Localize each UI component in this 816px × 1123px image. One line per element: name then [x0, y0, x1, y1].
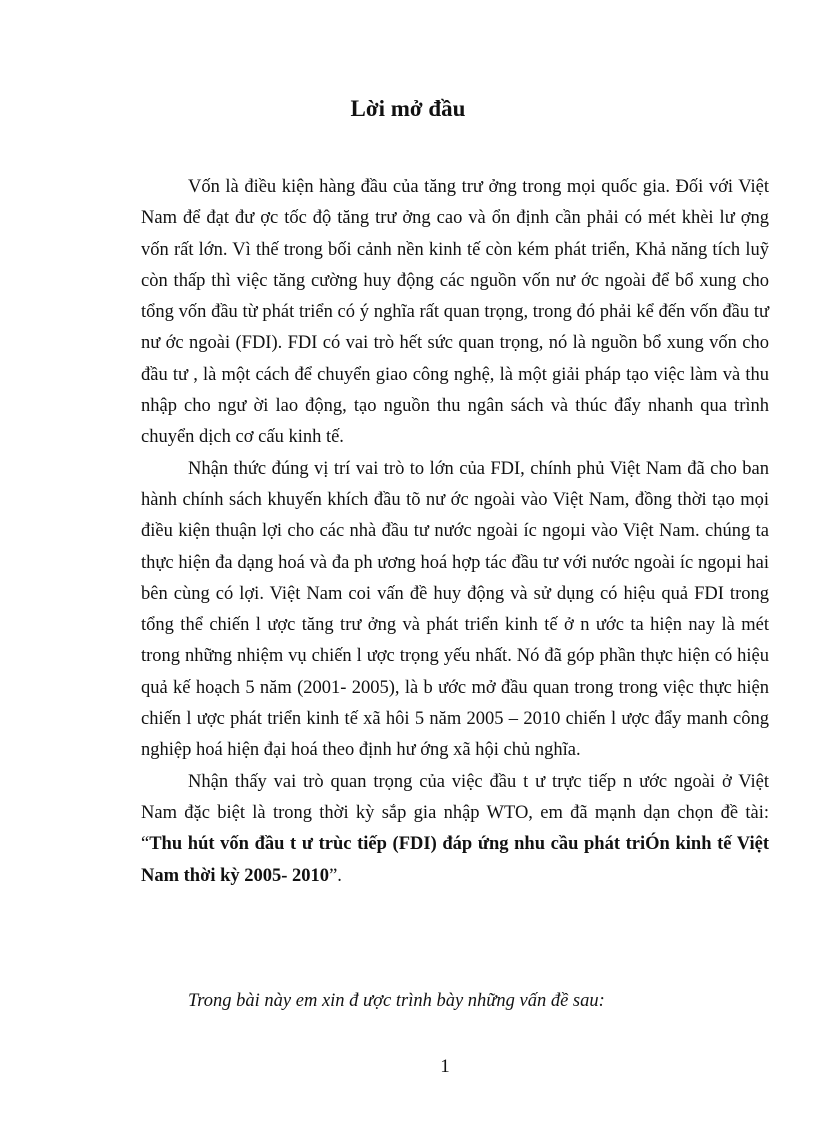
- paragraph-2: Nhận thức đúng vị trí vai trò to lớn của FDI, chính phủ Việt Nam đã cho ban hành chính sách khuyến khích đầu tõ nư ớc ngoài vào Việt Nam, đồng thời tạo mọi điều kiện thuận lợi cho các nhà đầu tư nước ngoài íc ngoµi vào Việt Nam. chúng ta thực hiện đa dạng hoá và đa ph ương hoá hợp tác đầu tư với nước ngoài íc ngoµi hai bên cùng có lợi. Việt Nam coi vấn đề huy động và sử dụng có hiệu quả FDI trong tổng thể chiến l ược tăng trư ởng và phát triển kinh tế ở n ước ta hiện nay là mét trong những nhiệm vụ chiến l ược trọng yếu nhất. Nó đã góp phần thực hiện có hiệu quả kế hoạch 5 năm (2001- 2005), là b ước mở đầu quan trong trong việc thực hiện chiến l ược phát triển kinh tế xã hôi 5 năm 2005 – 2010 chiến l ược đẩy manh công nghiệp hoá hiện đại hoá theo định hư ớng xã hội chủ nghĩa.: [141, 458, 769, 761]
- body-text: [141, 172, 769, 892]
- intro-line: Trong bài này em xin đ ược trình bày những vấn đề sau:: [188, 991, 605, 1011]
- paragraph-3: [141, 767, 769, 892]
- thesis-topic: Thu hút vốn đầu t ư trùc tiếp (FDI) đáp ứng nhu cầu phát triÓn kinh tế Việt Nam thời kỳ 2005- 2010: [141, 834, 769, 886]
- paragraph-3-tail: ”.: [329, 865, 342, 886]
- page-number: 1: [440, 1056, 450, 1077]
- page-title: Lời mở đầu: [350, 96, 466, 121]
- paragraph-3-lead: Nhận thấy vai trò quan trọng của việc đầu t ư trực tiếp n ước ngoài ở Việt Nam đặc biệt là trong thời kỳ sắp gia nhập WTO, em đã mạnh dạn chọn đề tài: “: [141, 771, 769, 855]
- paragraph-1: Vốn là điều kiện hàng đầu của tăng trư ởng trong mọi quốc gia. Đối với Việt Nam để đạt đư ợc tốc độ tăng trư ởng cao và ổn định cần phải có mét khèi lư ợng vốn rất lớn. Vì thế trong bối cảnh nền kinh tế còn kém phát triển, Khả năng tích luỹ còn thấp thì việc tăng cường huy động các nguồn vốn nư ớc ngoài để bổ xung cho tổng vốn đầu từ phát triển có ý nghĩa rất quan trọng, trong đó phải kể đến vốn đầu tư nư ớc ngoài (FDI). FDI có vai trò hết sức quan trọng, nó là nguồn bổ xung vốn cho đầu tư , là một cách để chuyển giao công nghệ, là một giải pháp tạo việc làm và thu nhập cho ngư ời lao động, tạo nguồn thu ngân sách và thúc đẩy nhanh qua trình chuyển dịch cơ cấu kinh tế.: [141, 177, 769, 448]
